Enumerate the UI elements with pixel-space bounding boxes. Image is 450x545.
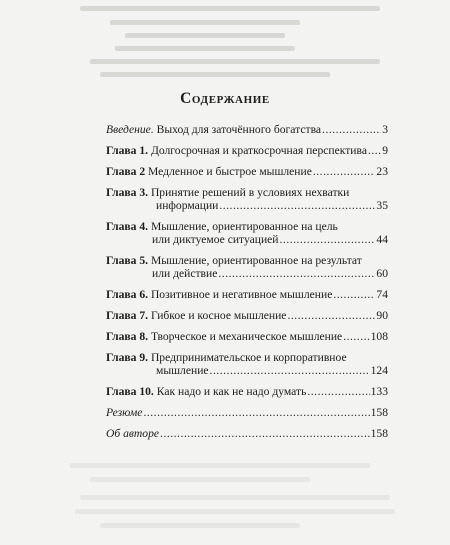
toc-entry-line [106,144,388,157]
toc-page-number: 60 [376,267,388,280]
toc-entry-title: Медленное и быстрое мышление [148,165,312,178]
toc-entry-line [106,233,388,246]
dot-leader [218,267,375,280]
toc-entry-title: или действие [152,267,218,280]
bleed-through-top [70,0,390,92]
dot-leader [219,199,375,212]
toc-entry [106,288,388,301]
toc-entry [106,427,388,440]
toc-entry-line [106,309,388,322]
toc-entry-label: Глава 7. [106,309,149,322]
toc-entry-label: Глава 5. [106,254,149,267]
toc-entry-line [106,165,388,178]
dot-leader [210,364,370,377]
dot-leader [368,144,381,157]
toc-entry-label: Введение. [106,123,154,136]
toc-page-number: 90 [376,309,388,322]
toc-entry-title: Мышление, ориентированное на результат [150,254,362,267]
dot-leader [160,427,370,440]
toc-entry [106,351,388,377]
toc-page-number: 23 [376,165,388,178]
toc-entry-line [106,186,388,199]
toc-entry-line [106,351,388,364]
toc-entry-label: Глава 6. [106,288,149,301]
toc-entry-label: Об авторе [106,427,160,440]
toc-page-number: 108 [370,330,388,343]
toc-page-number: 44 [376,233,388,246]
toc-entry [106,330,388,343]
toc-page-number: 158 [370,427,388,440]
toc-entry [106,186,388,212]
toc-page-number: 74 [376,288,388,301]
toc-page-number: 124 [370,364,388,377]
toc-entry-label: Глава 8. [106,330,149,343]
toc-entry-label: Глава 1. [106,144,149,157]
dot-leader [333,288,375,301]
dot-leader [322,123,381,136]
toc-entry-line [106,199,388,212]
toc-entry [106,123,388,136]
toc-entry-label: Глава 4. [106,220,149,233]
toc-entry-label: Глава 9. [106,351,149,364]
toc-page-number: 158 [370,406,388,419]
bleed-through-bottom [60,455,400,545]
toc-page-number: 3 [382,123,388,136]
toc-entry-line [106,406,388,419]
toc-entry [106,165,388,178]
toc-entry-title: Мышление, ориентированное на цель [150,220,338,233]
toc-entry-line [106,385,388,398]
page-title: Содержание [180,90,270,107]
toc-entry-label: Глава 3. [106,186,149,199]
dot-leader [287,309,375,322]
toc-entry-label: Резюме [106,406,143,419]
toc-entry-title: Выход для заточённого богатства [156,123,322,136]
toc-entry-line [106,427,388,440]
toc-entry [106,385,388,398]
toc-entry-line [106,220,388,233]
toc-entry-label: Глава 2 [106,165,146,178]
toc-entry [106,309,388,322]
toc-entry-title: мышление [156,364,209,377]
dot-leader [343,330,369,343]
toc-entry-title: Предпринимательское и корпоративное [150,351,347,364]
toc-entry-title: Принятие решений в условиях нехватки [150,186,350,199]
toc-entry [106,406,388,419]
toc-entry-title: Как надо и как не надо думать [156,385,307,398]
toc-entry [106,254,388,280]
toc-entry-line [106,330,388,343]
toc-entry-line [106,123,388,136]
toc-entry [106,220,388,246]
toc-page-number: 9 [382,144,388,157]
toc-entry-line [106,288,388,301]
toc-entry-line [106,254,388,267]
toc-page-number: 35 [376,199,388,212]
table-of-contents [106,123,388,448]
toc-entry-title: или диктуемое ситуацией [152,233,279,246]
dot-leader [280,233,376,246]
dot-leader [313,165,376,178]
toc-entry-title: Гибкое и косное мышление [150,309,287,322]
toc-entry-label: Глава 10. [106,385,154,398]
toc-entry-title: Долгосрочная и краткосрочная перспектива [150,144,367,157]
toc-entry-line [106,267,388,280]
toc-entry-title: Творческое и механическое мышление [150,330,343,343]
dot-leader [143,406,369,419]
toc-entry [106,144,388,157]
toc-entry-title: Позитивное и негативное мышление [150,288,333,301]
toc-entry-title: информации [156,199,219,212]
toc-entry-line [106,364,388,377]
toc-page-number: 133 [370,385,388,398]
dot-leader [307,385,369,398]
